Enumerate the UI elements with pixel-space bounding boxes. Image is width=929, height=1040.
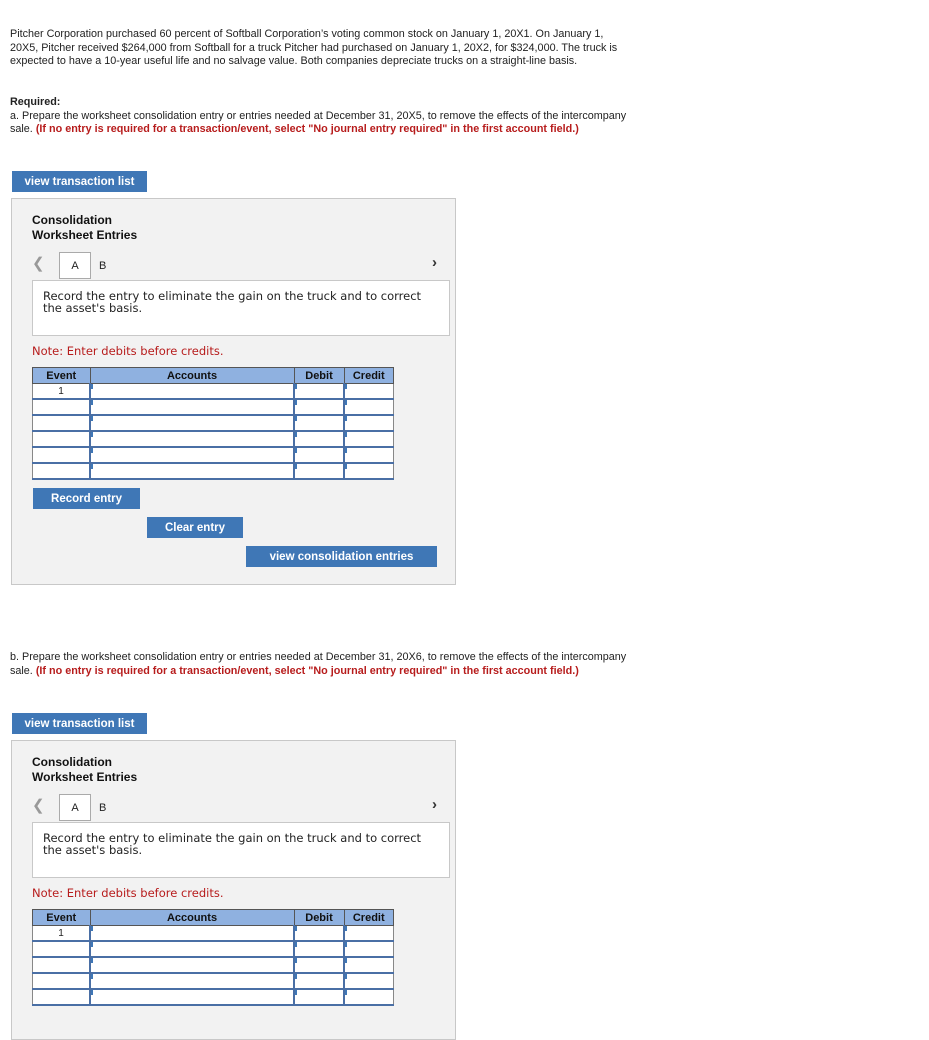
account-input[interactable] [90,415,294,431]
part-a-text [10,110,630,137]
chevron-right-icon[interactable]: › [432,796,437,813]
problem-intro: Pitcher Corporation purchased 60 percent of Softball Corporation’s voting common stock on January 1, 20X1. On January 1, 20X5, Pitcher received $264,000 from Softball for a truck Pitcher had purchased on January 1, 20X2, for $324,000. The truck is expected to have a 10-year useful life and no salvage value. Both companies depreciate trucks on a straight-line basis. [10,28,618,67]
required-label: Required: [10,96,61,108]
tab-a[interactable]: A [59,794,91,821]
header-credit: Credit [344,368,394,384]
event-cell [33,415,91,431]
debit-input[interactable] [294,463,344,479]
header-credit: Credit [344,910,394,926]
debit-input[interactable] [294,447,344,463]
part-b-question: b. Prepare the worksheet consolidation entry or entries needed at December 31, 20X6, to remove the effects of the intercompany sale. [10,651,627,677]
table-row [33,463,394,479]
record-entry-button[interactable]: Record entry [33,488,140,509]
credit-input[interactable] [344,431,394,447]
event-cell [33,957,91,973]
entry-instruction: Record the entry to eliminate the gain on the truck and to correct the asset's basis. [32,822,450,878]
credit-input[interactable] [344,973,394,989]
credit-input[interactable] [344,415,394,431]
panel-title-line2: Worksheet Entries [32,770,138,784]
header-debit: Debit [294,368,344,384]
table-row [33,957,394,973]
event-cell [33,399,91,415]
tab-b[interactable]: B [99,801,107,814]
account-input[interactable] [90,973,294,989]
table-row [33,941,394,957]
part-b-text [10,651,630,678]
consolidation-panel-b [11,740,456,1040]
debit-input[interactable] [294,957,344,973]
credit-input[interactable] [344,399,394,415]
credit-input[interactable] [344,957,394,973]
journal-entry-table [32,909,394,1006]
event-cell: 1 [33,384,91,400]
account-input[interactable] [90,957,294,973]
entry-instruction: Record the entry to eliminate the gain on the truck and to correct the asset's basis. [32,280,450,336]
entry-tabs [32,794,437,822]
debit-input[interactable] [294,431,344,447]
chevron-left-icon[interactable]: ❮ [32,797,45,814]
view-consolidation-entries-button[interactable]: view consolidation entries [246,546,437,567]
journal-entry-table [32,367,394,480]
consolidation-panel-a [11,198,456,585]
chevron-right-icon[interactable]: › [432,254,437,271]
part-a-question: a. Prepare the worksheet consolidation entry or entries needed at December 31, 20X5, to remove the effects of the intercompany sale. [10,109,627,135]
panel-title [32,755,137,785]
table-row [33,384,394,400]
debit-input[interactable] [294,941,344,957]
entry-tabs [32,252,437,280]
table-row [33,989,394,1005]
credit-input[interactable] [344,463,394,479]
account-input[interactable] [90,447,294,463]
panel-title-line1: Consolidation [32,755,112,769]
table-row [33,431,394,447]
account-input[interactable] [90,941,294,957]
event-cell [33,989,91,1005]
event-cell [33,973,91,989]
debit-input[interactable] [294,973,344,989]
chevron-left-icon[interactable]: ❮ [32,255,45,272]
table-row [33,973,394,989]
account-input[interactable] [90,399,294,415]
header-accounts: Accounts [90,910,294,926]
table-row [33,447,394,463]
event-cell [33,463,91,479]
event-cell: 1 [33,926,91,942]
account-input[interactable] [90,431,294,447]
account-input[interactable] [90,926,294,942]
panel-title-line1: Consolidation [32,213,112,227]
part-b-hint: (If no entry is required for a transaction/event, select "No journal entry required" in the first account field.) [35,664,579,677]
account-input[interactable] [90,384,294,400]
debit-input[interactable] [294,989,344,1005]
event-cell [33,431,91,447]
tab-b[interactable]: B [99,259,107,272]
panel-title [32,213,137,243]
debit-input[interactable] [294,415,344,431]
header-event: Event [33,368,91,384]
debits-note: Note: Enter debits before credits. [32,344,224,358]
credit-input[interactable] [344,941,394,957]
account-input[interactable] [90,463,294,479]
debit-input[interactable] [294,399,344,415]
view-transaction-list-button-a[interactable]: view transaction list [12,171,147,192]
tab-a[interactable]: A [59,252,91,279]
part-a-hint: (If no entry is required for a transaction/event, select "No journal entry required" in the first account field.) [35,123,579,135]
panel-title-line2: Worksheet Entries [32,228,138,242]
credit-input[interactable] [344,447,394,463]
required-block [10,96,630,137]
table-row [33,399,394,415]
event-cell [33,941,91,957]
header-accounts: Accounts [90,368,294,384]
event-cell [33,447,91,463]
header-debit: Debit [294,910,344,926]
debit-input[interactable] [294,926,344,942]
table-row [33,415,394,431]
clear-entry-button[interactable]: Clear entry [147,517,243,538]
header-event: Event [33,910,91,926]
view-transaction-list-button-b[interactable]: view transaction list [12,713,147,734]
debit-input[interactable] [294,384,344,400]
credit-input[interactable] [344,384,394,400]
credit-input[interactable] [344,989,394,1005]
credit-input[interactable] [344,926,394,942]
debits-note: Note: Enter debits before credits. [32,886,224,900]
account-input[interactable] [90,989,294,1005]
table-row [33,926,394,942]
